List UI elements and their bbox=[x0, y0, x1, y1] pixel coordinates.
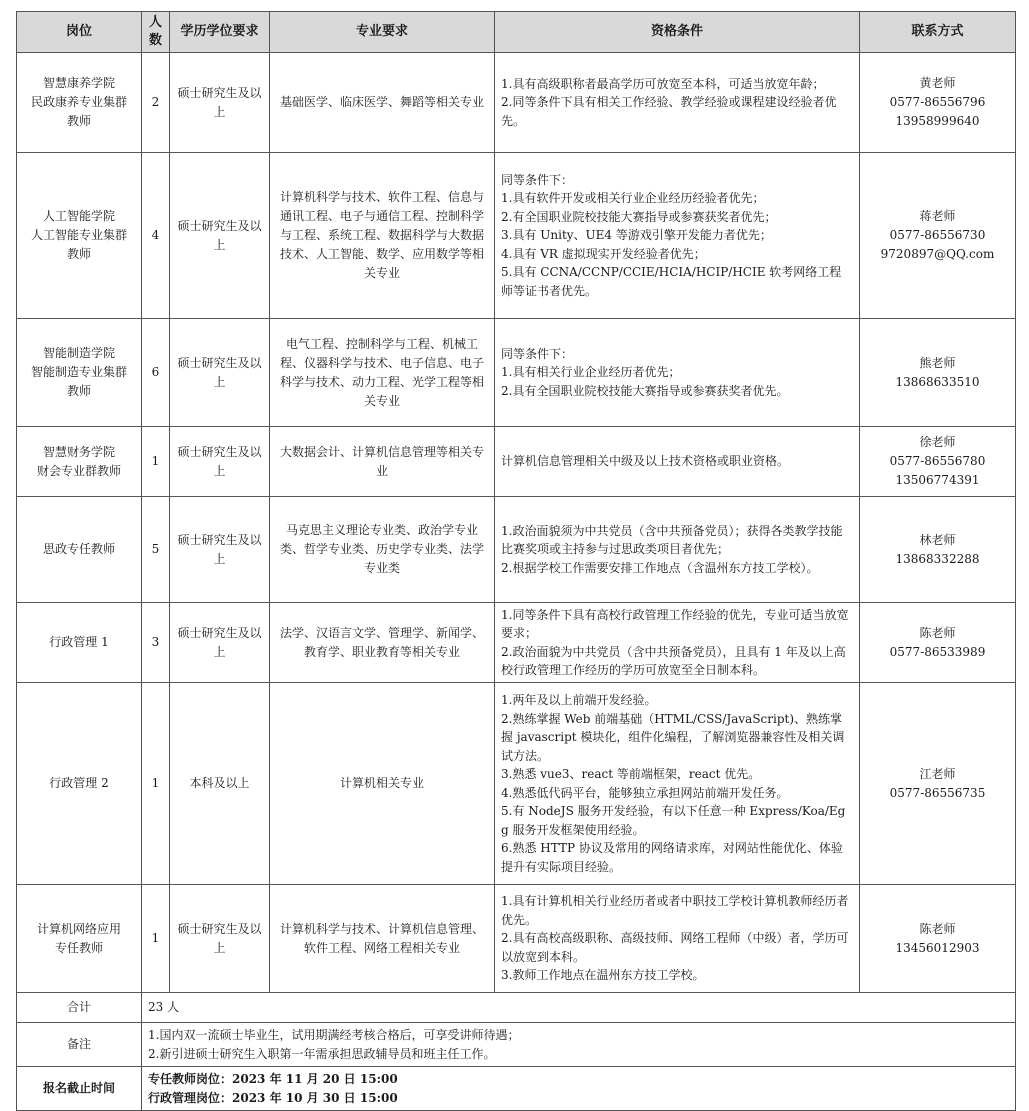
qualifications-cell-line: 1.具有高级职称者最高学历可放宽至本科，可适当放宽年龄； bbox=[501, 76, 825, 91]
qualifications-cell bbox=[495, 427, 860, 497]
position-cell bbox=[17, 603, 142, 683]
qualifications-cell-line: 1.同等条件下具有高校行政管理工作经验的优先，专业可适当放宽要求； bbox=[501, 607, 849, 640]
count-cell: 6 bbox=[142, 319, 170, 427]
notes-line: 2.新引进硕士研究生入职第一年需承担思政辅导员和班主任工作。 bbox=[148, 1046, 496, 1061]
qualifications-cell bbox=[495, 53, 860, 153]
position-cell-line: 专任教师 bbox=[54, 940, 103, 955]
qualifications-cell-line: 同等条件下： bbox=[501, 172, 574, 187]
qualifications-cell-line: 2.有全国职业院校技能大赛指导或参赛获奖者优先； bbox=[501, 209, 777, 224]
position-cell-line: 智能制造专业集群 bbox=[30, 365, 127, 379]
education-cell: 硕士研究生及以上 bbox=[170, 885, 270, 993]
count-cell: 1 bbox=[142, 683, 170, 885]
position-cell-line: 教师 bbox=[66, 384, 91, 398]
contact-cell-line: 13456012903 bbox=[895, 940, 980, 955]
deadline-content bbox=[142, 1067, 1016, 1111]
position-cell bbox=[17, 427, 142, 497]
deadline-line: 专任教师岗位：2023 年 11 月 20 日 15:00 bbox=[148, 1071, 398, 1086]
count-cell: 4 bbox=[142, 153, 170, 319]
header-education: 学历学位要求 bbox=[170, 12, 270, 53]
position-cell-line: 行政管理 1 bbox=[49, 635, 109, 649]
contact-cell bbox=[860, 319, 1016, 427]
count-cell: 1 bbox=[142, 885, 170, 993]
position-cell bbox=[17, 53, 142, 153]
position-cell bbox=[17, 683, 142, 885]
position-cell-line: 财会专业群教师 bbox=[36, 463, 121, 478]
position-cell-line: 智慧康养学院 bbox=[42, 76, 115, 90]
contact-cell bbox=[860, 497, 1016, 603]
qualifications-cell bbox=[495, 153, 860, 319]
contact-cell bbox=[860, 603, 1016, 683]
qualifications-cell bbox=[495, 497, 860, 603]
contact-cell-line: 江老师 bbox=[919, 766, 956, 781]
qualifications-cell-line: 3.熟悉 vue3、react 等前端框架，react 优先。 bbox=[501, 767, 761, 781]
qualifications-cell-line: 2.熟练掌握 Web 前端基础（HTML/CSS/JavaScript)、熟练掌握 javascript 模块化，组件化编程，了解浏览器兼容性及相关调试方法。 bbox=[501, 711, 845, 763]
contact-cell bbox=[860, 153, 1016, 319]
contact-cell-line: 林老师 bbox=[919, 532, 956, 547]
education-cell: 硕士研究生及以上 bbox=[170, 319, 270, 427]
major-cell: 电气工程、控制科学与工程、机械工程、仪器科学与技术、电子信息、电子科学与技术、动力工程、光学工程等相关专业 bbox=[270, 319, 495, 427]
contact-cell bbox=[860, 683, 1016, 885]
recruitment-table-sheet bbox=[16, 11, 1015, 1104]
count-cell: 1 bbox=[142, 427, 170, 497]
qualifications-cell-line: 1.政治面貌须为中共党员（含中共预备党员）；获得各类教学技能比赛奖项或主持参与过思政类项目者优先； bbox=[501, 523, 843, 557]
position-cell-line: 人工智能学院 bbox=[42, 209, 115, 223]
qualifications-cell-line: 6.熟悉 HTTP 协议及常用的网络请求库，对网站性能优化、体验提升有实际项目经验。 bbox=[501, 841, 843, 874]
qualifications-cell-line: 2.同等条件下具有相关工作经验、教学经验或课程建设经验者优先。 bbox=[501, 95, 837, 128]
deadline-row bbox=[17, 1067, 1016, 1111]
header-position: 岗位 bbox=[17, 12, 142, 53]
major-cell: 马克思主义理论专业类、政治学专业类、哲学专业类、历史学专业类、法学专业类 bbox=[270, 497, 495, 603]
major-cell: 法学、汉语言文学、管理学、新闻学、教育学、职业教育等相关专业 bbox=[270, 603, 495, 683]
qualifications-cell-line: 4.具有 VR 虚拟现实开发经验者优先； bbox=[501, 246, 706, 261]
contact-cell-line: 蒋老师 bbox=[919, 209, 956, 223]
education-cell: 硕士研究生及以上 bbox=[170, 427, 270, 497]
table-row bbox=[17, 683, 1016, 885]
contact-cell-line: 徐老师 bbox=[919, 435, 956, 449]
position-cell-line: 思政专任教师 bbox=[42, 542, 115, 556]
contact-cell-line: 13868332288 bbox=[895, 551, 980, 566]
qualifications-cell bbox=[495, 683, 860, 885]
notes-row bbox=[17, 1023, 1016, 1067]
header-count: 人数 bbox=[142, 12, 170, 53]
position-cell-line: 智能制造学院 bbox=[42, 346, 115, 360]
position-cell bbox=[17, 497, 142, 603]
major-cell: 计算机科学与技术、计算机信息管理、软件工程、网络工程相关专业 bbox=[270, 885, 495, 993]
education-cell: 硕士研究生及以上 bbox=[170, 497, 270, 603]
contact-cell-line: 0577-86556780 bbox=[889, 454, 986, 468]
deadline-label: 报名截止时间 bbox=[17, 1067, 142, 1111]
contact-cell-line: 陈老师 bbox=[919, 921, 956, 936]
count-cell: 3 bbox=[142, 603, 170, 683]
education-cell: 硕士研究生及以上 bbox=[170, 153, 270, 319]
major-cell: 计算机科学与技术、软件工程、信息与通讯工程、电子与通信工程、控制科学与工程、系统工程、数据科学与大数据技术、人工智能、数学、应用数学等相关专业 bbox=[270, 153, 495, 319]
contact-cell-line: 0577-86556735 bbox=[889, 785, 986, 800]
total-label: 合计 bbox=[17, 993, 142, 1023]
contact-cell-line: 0577-86556796 bbox=[889, 95, 986, 109]
contact-cell-line: 0577-86556730 bbox=[889, 228, 986, 242]
deadline-line: 行政管理岗位：2023 年 10 月 30 日 15:00 bbox=[148, 1090, 398, 1105]
header-qualifications: 资格条件 bbox=[495, 12, 860, 53]
position-cell-line: 行政管理 2 bbox=[49, 776, 109, 790]
qualifications-cell-line: 1.具有软件开发或相关行业企业经历经验者优先； bbox=[501, 191, 765, 206]
contact-cell-line: 13506774391 bbox=[895, 473, 980, 487]
qualifications-cell-line: 1.具有计算机相关行业经历者或者中职技工学校计算机教师经历者优先。 bbox=[501, 894, 849, 927]
qualifications-cell-line: 计算机信息管理相关中级及以上技术资格或职业资格。 bbox=[501, 454, 790, 469]
recruitment-table bbox=[16, 11, 1016, 1111]
major-cell: 大数据会计、计算机信息管理等相关专业 bbox=[270, 427, 495, 497]
table-row bbox=[17, 319, 1016, 427]
position-cell-line: 智慧财务学院 bbox=[42, 444, 115, 459]
qualifications-cell-line: 1.具有相关行业企业经历者优先； bbox=[501, 365, 681, 380]
qualifications-cell-line: 2.根据学校工作需要安排工作地点（含温州东方技工学校）。 bbox=[501, 560, 819, 575]
contact-cell-line: 熊老师 bbox=[919, 355, 956, 370]
qualifications-cell-line: 同等条件下： bbox=[501, 346, 574, 361]
qualifications-cell bbox=[495, 885, 860, 993]
header-major: 专业要求 bbox=[270, 12, 495, 53]
table-row bbox=[17, 53, 1016, 153]
contact-cell bbox=[860, 427, 1016, 497]
contact-cell bbox=[860, 885, 1016, 993]
position-cell bbox=[17, 319, 142, 427]
position-cell bbox=[17, 153, 142, 319]
qualifications-cell-line: 2.具有高校高级职称、高级技师、网络工程师（中级）者，学历可以放宽到本科。 bbox=[501, 931, 849, 964]
contact-cell-line: 陈老师 bbox=[919, 625, 956, 640]
position-cell-line: 计算机网络应用 bbox=[36, 921, 121, 936]
position-cell-line: 民政康养专业集群 bbox=[30, 95, 127, 109]
education-cell: 硕士研究生及以上 bbox=[170, 53, 270, 153]
notes-content bbox=[142, 1023, 1016, 1067]
table-row bbox=[17, 603, 1016, 683]
contact-cell-line: 13868633510 bbox=[895, 374, 980, 389]
major-cell: 基础医学、临床医学、舞蹈等相关专业 bbox=[270, 53, 495, 153]
table-header-row bbox=[17, 12, 1016, 53]
notes-line: 1.国内双一流硕士毕业生，试用期满经考核合格后，可享受讲师待遇； bbox=[148, 1027, 520, 1042]
table-body bbox=[17, 53, 1016, 993]
contact-cell-line: 0577-86533989 bbox=[889, 644, 986, 659]
education-cell: 硕士研究生及以上 bbox=[170, 603, 270, 683]
position-cell-line: 教师 bbox=[66, 114, 91, 128]
header-contact: 联系方式 bbox=[860, 12, 1016, 53]
qualifications-cell-line: 2.具有全国职业院校技能大赛指导或参赛获奖者优先。 bbox=[501, 383, 789, 398]
count-cell: 5 bbox=[142, 497, 170, 603]
table-row bbox=[17, 885, 1016, 993]
qualifications-cell bbox=[495, 319, 860, 427]
qualifications-cell-line: 4.熟悉低代码平台，能够独立承担网站前端开发任务。 bbox=[501, 785, 789, 800]
position-cell bbox=[17, 885, 142, 993]
qualifications-cell-line: 5.具有 CCNA/CCNP/CCIE/HCIA/HCIP/HCIE 软考网络工程师等证书者优先。 bbox=[501, 265, 842, 298]
table-row bbox=[17, 427, 1016, 497]
qualifications-cell-line: 5.有 NodeJS 服务开发经验，有以下任意一种 Express/Koa/Egg 服务开发框架使用经验。 bbox=[501, 804, 846, 837]
notes-label: 备注 bbox=[17, 1023, 142, 1067]
qualifications-cell-line: 1.两年及以上前端开发经验。 bbox=[501, 693, 657, 707]
qualifications-cell bbox=[495, 603, 860, 683]
total-row bbox=[17, 993, 1016, 1023]
contact-cell-line: 黄老师 bbox=[919, 76, 956, 90]
table-row bbox=[17, 153, 1016, 319]
contact-cell-line: 9720897@QQ.com bbox=[880, 247, 995, 261]
position-cell-line: 人工智能专业集群 bbox=[30, 228, 127, 242]
count-cell: 2 bbox=[142, 53, 170, 153]
contact-cell bbox=[860, 53, 1016, 153]
table-row bbox=[17, 497, 1016, 603]
qualifications-cell-line: 3.教师工作地点在温州东方技工学校。 bbox=[501, 968, 705, 983]
education-cell: 本科及以上 bbox=[170, 683, 270, 885]
total-value: 23 人 bbox=[142, 993, 1016, 1023]
position-cell-line: 教师 bbox=[66, 247, 91, 261]
contact-cell-line: 13958999640 bbox=[895, 114, 980, 128]
qualifications-cell-line: 3.具有 Unity、UE4 等游戏引擎开发能力者优先； bbox=[501, 228, 772, 243]
qualifications-cell-line: 2.政治面貌为中共党员（含中共预备党员），且具有 1 年及以上高校行政管理工作经历的学历可放宽至全日制本科。 bbox=[501, 644, 846, 677]
major-cell: 计算机相关专业 bbox=[270, 683, 495, 885]
